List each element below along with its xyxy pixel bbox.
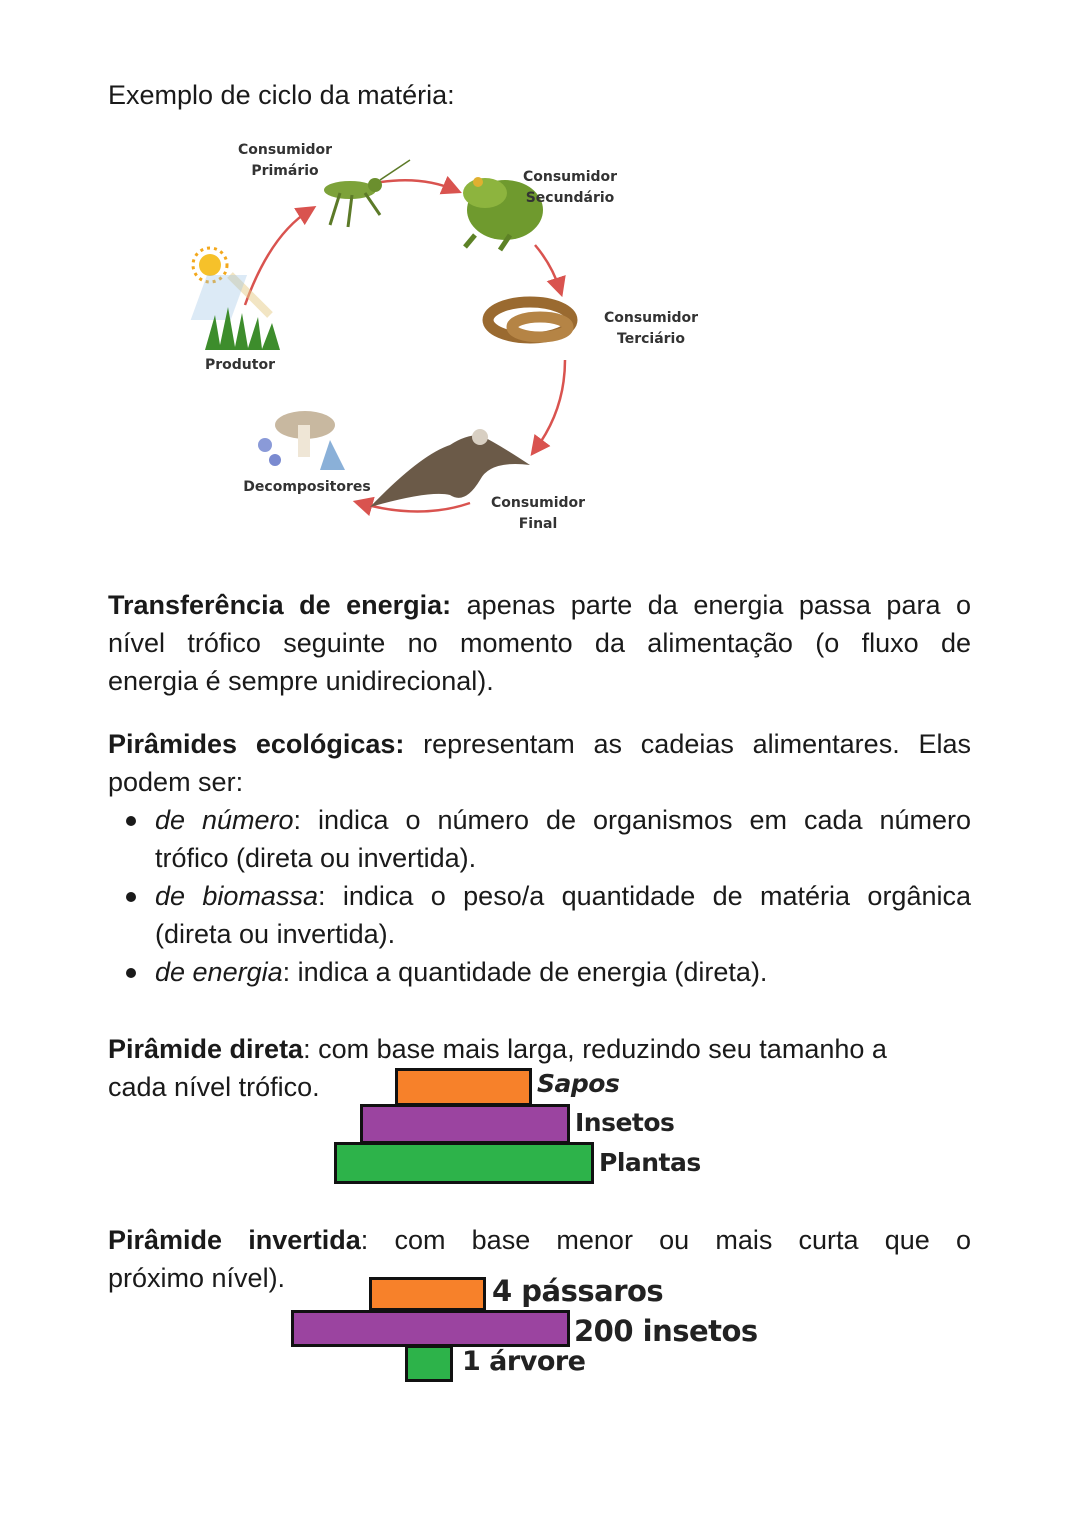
label-line: Consumidor bbox=[603, 310, 699, 326]
text: representam as cadeias alimentares. Elas bbox=[423, 729, 971, 759]
matter-cycle-diagram bbox=[180, 135, 720, 545]
pyramid-types-list bbox=[108, 801, 971, 991]
paragraph-transferencia bbox=[108, 586, 971, 700]
label-decompositores: Decompositores bbox=[243, 479, 371, 495]
label-consumidor-primario bbox=[235, 140, 335, 182]
label-consumidor-secundario bbox=[520, 167, 620, 209]
text: apenas parte da energia passa para o bbox=[466, 590, 971, 620]
level-label: 1 árvore bbox=[462, 1346, 586, 1377]
label-produtor: Produtor bbox=[205, 357, 275, 373]
list-item bbox=[108, 801, 971, 877]
rain-icon bbox=[191, 275, 247, 320]
arrow-producer-to-primary bbox=[245, 210, 310, 305]
text-line: energia é sempre unidirecional). bbox=[108, 666, 494, 696]
text-line: próximo nível). bbox=[108, 1263, 286, 1293]
text: : com base menor ou mais curta que o bbox=[360, 1225, 971, 1255]
pyramid-level-insetos bbox=[360, 1104, 570, 1144]
label-line: Consumidor bbox=[522, 169, 618, 185]
level-label: Insetos bbox=[575, 1108, 675, 1137]
label-line: Terciário bbox=[617, 331, 685, 347]
text-line: (direta ou invertida). bbox=[155, 919, 396, 949]
text-line: nível trófico seguinte no momento da alimentação (o fluxo de bbox=[108, 628, 971, 658]
arrow-tertiary-to-final bbox=[535, 360, 565, 450]
level-label: Plantas bbox=[599, 1148, 701, 1177]
label-consumidor-final bbox=[488, 493, 588, 535]
arrow-primary-to-secondary bbox=[375, 180, 455, 190]
bullet-icon bbox=[126, 816, 136, 826]
text: : indica o peso/a quantidade de matéria orgânica bbox=[317, 881, 971, 911]
pyramid-level-sapos bbox=[395, 1068, 532, 1106]
level-label: 4 pássaros bbox=[492, 1274, 664, 1308]
text: : com base mais larga, reduzindo seu tamanho a bbox=[303, 1034, 887, 1064]
list-item bbox=[108, 877, 971, 953]
pyramid-level-insetos bbox=[291, 1310, 570, 1347]
text: : indica o número de organismos em cada número bbox=[293, 805, 971, 835]
text: : indica a quantidade de energia (direta). bbox=[282, 957, 768, 987]
list-item bbox=[108, 953, 971, 991]
pyramid-level-arvore bbox=[405, 1345, 453, 1382]
text-line: trófico (direta ou invertida). bbox=[155, 843, 477, 873]
term: Transferência de energia: bbox=[108, 590, 452, 620]
mushroom-icon bbox=[258, 411, 345, 470]
term: de energia bbox=[155, 957, 283, 987]
term: de número bbox=[155, 805, 294, 835]
pyramid-level-passaros bbox=[369, 1277, 486, 1311]
label-line: Secundário bbox=[525, 190, 615, 206]
label-line: Primário bbox=[251, 163, 319, 179]
label-line: Consumidor bbox=[490, 495, 586, 511]
text-line: cada nível trófico. bbox=[108, 1072, 320, 1102]
label-line: Final bbox=[518, 516, 558, 532]
snake-icon bbox=[488, 302, 572, 338]
heading: Exemplo de ciclo da matéria: bbox=[108, 80, 455, 110]
arrow-secondary-to-tertiary bbox=[535, 245, 560, 290]
term: Pirâmide direta bbox=[108, 1034, 304, 1064]
paragraph-piramides bbox=[108, 725, 971, 991]
bullet-icon bbox=[126, 968, 136, 978]
term: Pirâmide invertida bbox=[108, 1225, 361, 1255]
level-label: Sapos bbox=[537, 1069, 620, 1098]
term: de biomassa bbox=[155, 881, 318, 911]
bullet-icon bbox=[126, 892, 136, 902]
label-consumidor-terciario bbox=[601, 308, 701, 350]
term: Pirâmides ecológicas: bbox=[108, 729, 405, 759]
level-label: 200 insetos bbox=[574, 1314, 758, 1348]
pyramid-level-plantas bbox=[334, 1142, 594, 1184]
grasshopper-icon bbox=[324, 160, 410, 227]
label-line: Consumidor bbox=[237, 142, 333, 158]
text-line: podem ser: bbox=[108, 767, 244, 797]
